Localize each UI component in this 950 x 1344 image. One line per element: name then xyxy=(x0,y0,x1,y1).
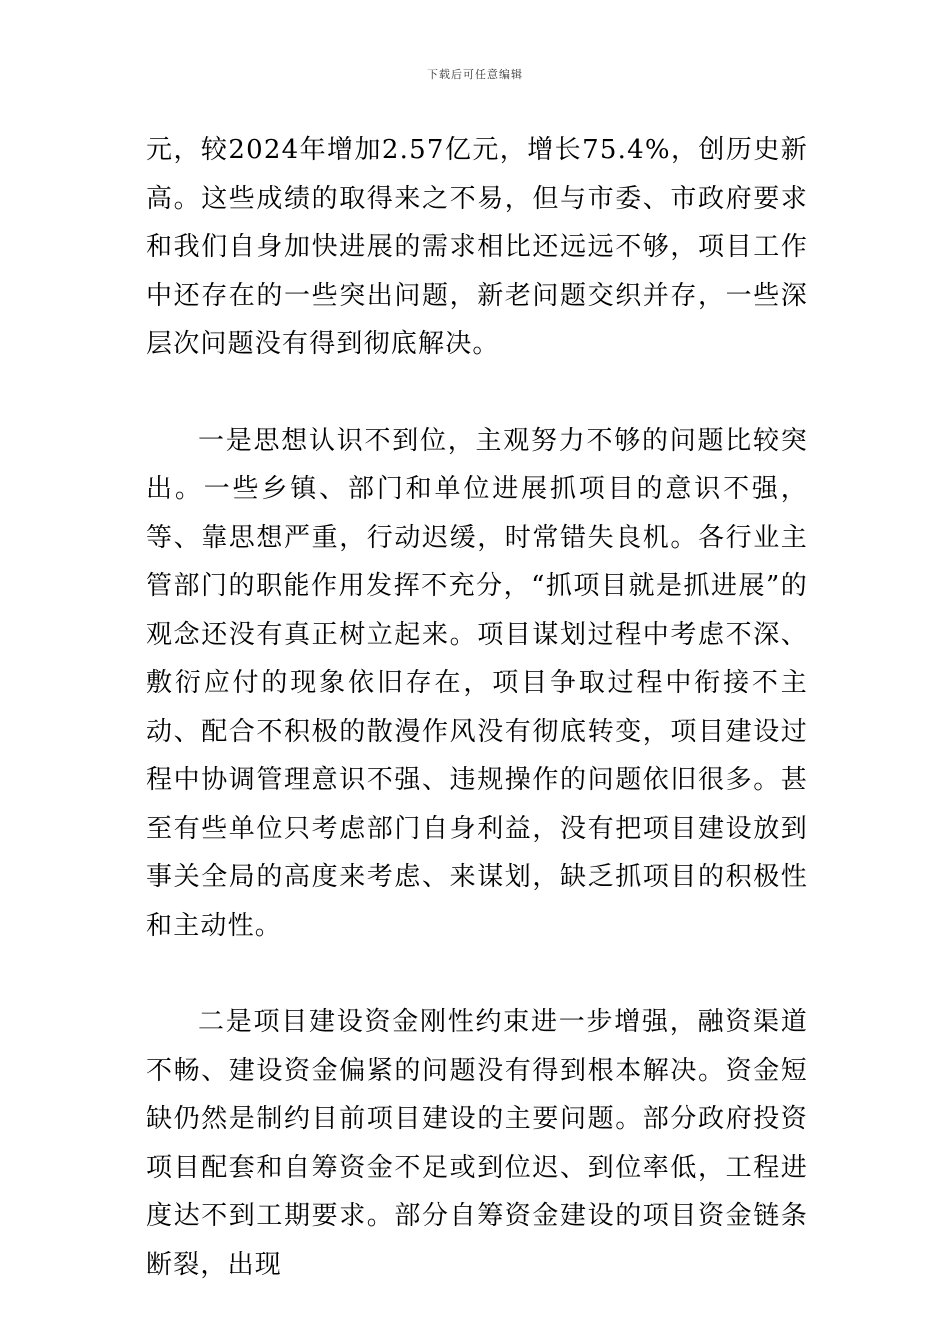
paragraph-point-one: 一是思想认识不到位，主观努力不够的问题比较突出。一些乡镇、部门和单位进展抓项目的意识不强，等、靠思想严重，行动迟缓，时常错失良机。各行业主管部门的职能作用发挥不充分，“抓项目就是抓进展”的观念还没有真正树立起来。项目谋划过程中考虑不深、敷衍应付的现象依旧存在，项目争取过程中衔接不主动、配合不积极的散漫作风没有彻底转变，项目建设过程中协调管理意识不强、违规操作的问题依旧很多。甚至有些单位只考虑部门自身利益，没有把项目建设放到事关全局的高度来考虑、来谋划，缺乏抓项目的积极性和主动性。 xyxy=(146,425,808,941)
header-note: 下载后可任意编辑 xyxy=(427,68,523,81)
document-body xyxy=(146,126,808,1289)
paragraph-point-two: 二是项目建设资金刚性约束进一步增强，融资渠道不畅、建设资金偏紧的问题没有得到根本解决。资金短缺仍然是制约目前项目建设的主要问题。部分政府投资项目配套和自筹资金不足或到位迟、到位率低，工程进度达不到工期要求。部分自筹资金建设的项目资金链条断裂，出现 xyxy=(146,1007,808,1280)
paragraph-continuation: 元，较2024年增加2.57亿元，增长75.4%，创历史新高。这些成绩的取得来之不易，但与市委、市政府要求和我们自身加快进展的需求相比还远远不够，项目工作中还存在的一些突出问题，新老问题交织并存，一些深层次问题没有得到彻底解决。 xyxy=(146,135,808,359)
